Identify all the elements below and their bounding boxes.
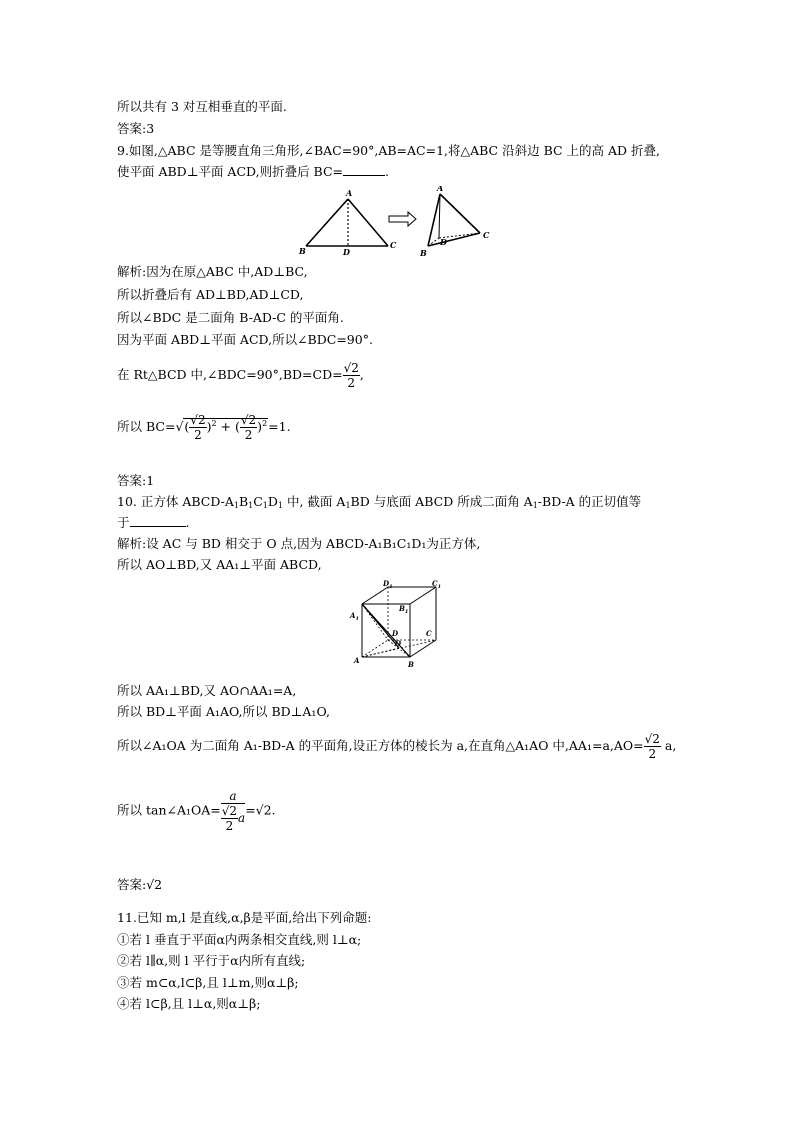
- question-11-item-1: ①若 l 垂直于平面α内两条相交直线,则 l⊥α;: [117, 932, 362, 947]
- solution-9-text: 在 Rt△BCD 中,∠BDC=90°,BD=CD=: [117, 367, 343, 382]
- fig10-label-A: A: [354, 656, 360, 665]
- question-11-item-4: ④若 l⊂β,且 l⊥α,则α⊥β;: [117, 996, 261, 1011]
- figure-9-triangle-fold: [296, 186, 506, 260]
- answer-10: 答案:√2: [117, 877, 163, 892]
- solution-9-bc-label: 所以 BC=: [117, 419, 176, 434]
- solution-9-line-1: 解析:因为在原△ABC 中,AD⊥BC,: [117, 264, 308, 279]
- fig10-label-O: O: [395, 639, 402, 648]
- fig10-label-B1: $B_1$: [399, 604, 409, 615]
- fraction-sqrt2-over-2: $\frac{√2}{2}$: [343, 361, 359, 390]
- solution-9-line-2: 所以折叠后有 AD⊥BD,AD⊥CD,: [117, 287, 304, 302]
- question-11-item-3: ③若 m⊂α,l⊂β,且 l⊥m,则α⊥β;: [117, 975, 299, 990]
- question-10-line-2: 于 .: [117, 515, 190, 530]
- fig9b-label-C: C: [483, 230, 490, 240]
- answer-line: 答案:3: [117, 121, 155, 136]
- solution-10-line-5: 所以∠A₁OA 为二面角 A₁-BD-A 的平面角,设正方体的棱长为 a,在直角△A₁AO 中,AA₁=a,AO= $\frac{√2}{2}$ a,: [117, 732, 677, 761]
- fig9b-label-B: B: [420, 248, 427, 258]
- figure-10-cube: [344, 580, 450, 674]
- fig10-label-B: B: [408, 660, 414, 669]
- fraction-sqrt2-over-2: $\frac{√2}{2}$: [644, 732, 660, 761]
- solution-10-line-3: 所以 AA₁⊥BD,又 AO∩AA₁=A,: [117, 683, 297, 698]
- fig9b-label-A: A: [437, 186, 444, 193]
- fig10-label-C: C: [426, 629, 432, 638]
- answer-blank: [343, 175, 385, 176]
- question-9-text: 使平面 ABD⊥平面 ACD,则折叠后 BC=: [117, 164, 344, 179]
- fig10-label-C1: $C_1$: [432, 580, 442, 590]
- solution-9-line-4: 因为平面 ABD⊥平面 ACD,所以∠BDC=90°.: [117, 332, 373, 347]
- fraction-tan: a $\frac{√2}{2}$ a: [221, 789, 246, 833]
- solution-9-line-3: 所以∠BDC 是二面角 B-AD-C 的平面角.: [117, 310, 344, 325]
- solution-10-line-6: 所以 tan∠A₁OA= a $\frac{√2}{2}$ a =√2.: [117, 789, 276, 833]
- fig10-label-D1: $D_1$: [383, 580, 393, 590]
- question-9-line-2: 使平面 ABD⊥平面 ACD,则折叠后 BC= .: [117, 164, 389, 179]
- fig9-label-A: A: [346, 188, 353, 198]
- question-11-item-2: ②若 l∥α,则 l 平行于α内所有直线;: [117, 953, 306, 968]
- fig10-label-D: D: [392, 629, 399, 638]
- answer-blank: [130, 526, 186, 527]
- solution-10-line-4: 所以 BD⊥平面 A₁AO,所以 BD⊥A₁O,: [117, 704, 330, 719]
- solution-9-line-6: 所以 BC=√( $\frac{√2}{2}$ )$^2$ + ( $\frac{√2}{2}$ )$^2$=1.: [117, 413, 291, 442]
- solution-9-line-5: 在 Rt△BCD 中,∠BDC=90°,BD=CD= $\frac{√2}{2}$ ,: [117, 361, 364, 390]
- fig9-label-B: B: [299, 246, 306, 256]
- text-line: 所以共有 3 对互相垂直的平面.: [117, 99, 287, 114]
- fig9-label-D: D: [343, 247, 350, 257]
- question-9-line-1: 9.如图,△ABC 是等腰直角三角形,∠BAC=90°,AB=AC=1,将△ABC 沿斜边 BC 上的高 AD 折叠,: [117, 143, 660, 158]
- question-11-line-1: 11.已知 m,l 是直线,α,β是平面,给出下列命题:: [117, 910, 372, 925]
- sqrt-expression: √( $\frac{√2}{2}$ )$^2$ + ( $\frac{√2}{2}$ )$^2$: [175, 413, 268, 442]
- solution-10-line-1: 解析:设 AC 与 BD 相交于 O 点,因为 ABCD-A₁B₁C₁D₁为正方体,: [117, 536, 481, 551]
- solution-10-line-2: 所以 AO⊥BD,又 AA₁⊥平面 ABCD,: [117, 557, 322, 572]
- arrow-icon: [389, 212, 416, 226]
- fig9-label-C: C: [390, 240, 397, 250]
- answer-9: 答案:1: [117, 473, 155, 488]
- fig10-label-A1: $A_1$: [350, 611, 359, 622]
- fig9b-label-D: D: [440, 237, 447, 247]
- question-10-line-1: 10. 正方体 ABCD-$A_1B_1C_1D_1$ 中, 截面 $A_1BD$ 与底面 ABCD 所成二面角 $A_1-BD-A$ 的正切值等: [117, 494, 642, 510]
